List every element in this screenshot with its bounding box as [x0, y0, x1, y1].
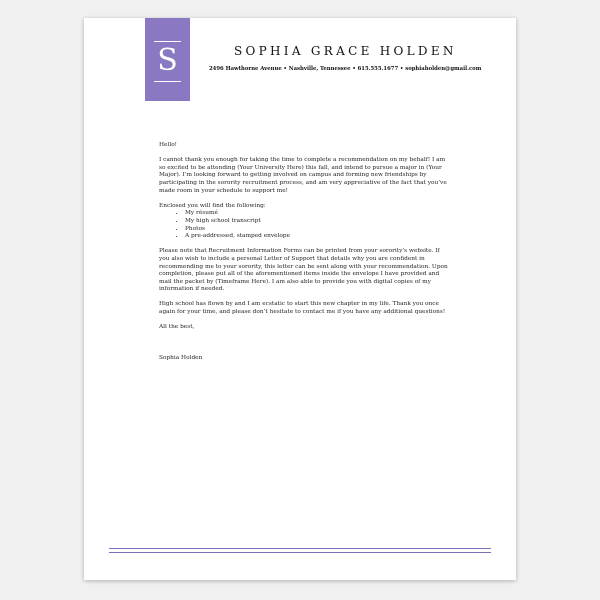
signature: Sophia Holden — [159, 355, 203, 362]
footer-rule-upper — [109, 548, 491, 549]
signature-space — [159, 339, 449, 355]
closing: All the best, — [159, 324, 195, 331]
enclosure-item: • A pre-addressed, stamped envelope — [185, 233, 449, 241]
footer-rule-lower — [109, 552, 491, 553]
monogram-rule-bottom — [154, 81, 181, 82]
enclosure-item: • My résumé — [185, 210, 449, 218]
monogram-block — [145, 18, 190, 101]
monogram-letter: S — [157, 43, 178, 78]
enclosed-intro: Enclosed you will find the following: — [159, 202, 266, 209]
greeting: Hello! — [159, 142, 178, 148]
paragraph-instructions: Please note that Recruitment Information Forms can be printed from your sorority’s website. If you also wish to include a personal Letter of Support that details why you are confident in recommending me to your sorority, this letter can be sent along with your recommendation. Upon completion, please put all of the aforementioned items inside the envelope I have provided and mail the packet by (Timeframe Here). I am also able to provide you with digital copies of my information if needed. — [159, 248, 448, 293]
letter-page — [84, 18, 516, 580]
enclosure-list — [159, 210, 449, 240]
enclosure-item: • My high school transcript — [185, 218, 449, 226]
sender-contact: 2496 Hawthorne Avenue • Nashville, Tennessee • 615.555.1677 • sophiaholden@gmail.com — [209, 66, 482, 72]
paragraph-thanks: High school has flown by and I am ecstatic to start this new chapter in my life. Thank you once again for your time, and please don’t hesitate to contact me if you have any additional questions! — [159, 301, 446, 316]
sender-name: SOPHIA GRACE HOLDEN — [234, 44, 457, 58]
enclosure-item: • Photos — [185, 226, 449, 234]
letter-body — [159, 142, 449, 371]
paragraph-intro: I cannot thank you enough for taking the time to complete a recommendation on my behalf! I am so excited to be attending (Your University Here) this fall, and intend to pursue a major in (Your Major). I’m looking forward to getting involved on campus and forming new friendships by participating in the sorority recruitment process, and am very appreciative of the fact that you’ve made room in your schedule to support me! — [159, 157, 447, 194]
